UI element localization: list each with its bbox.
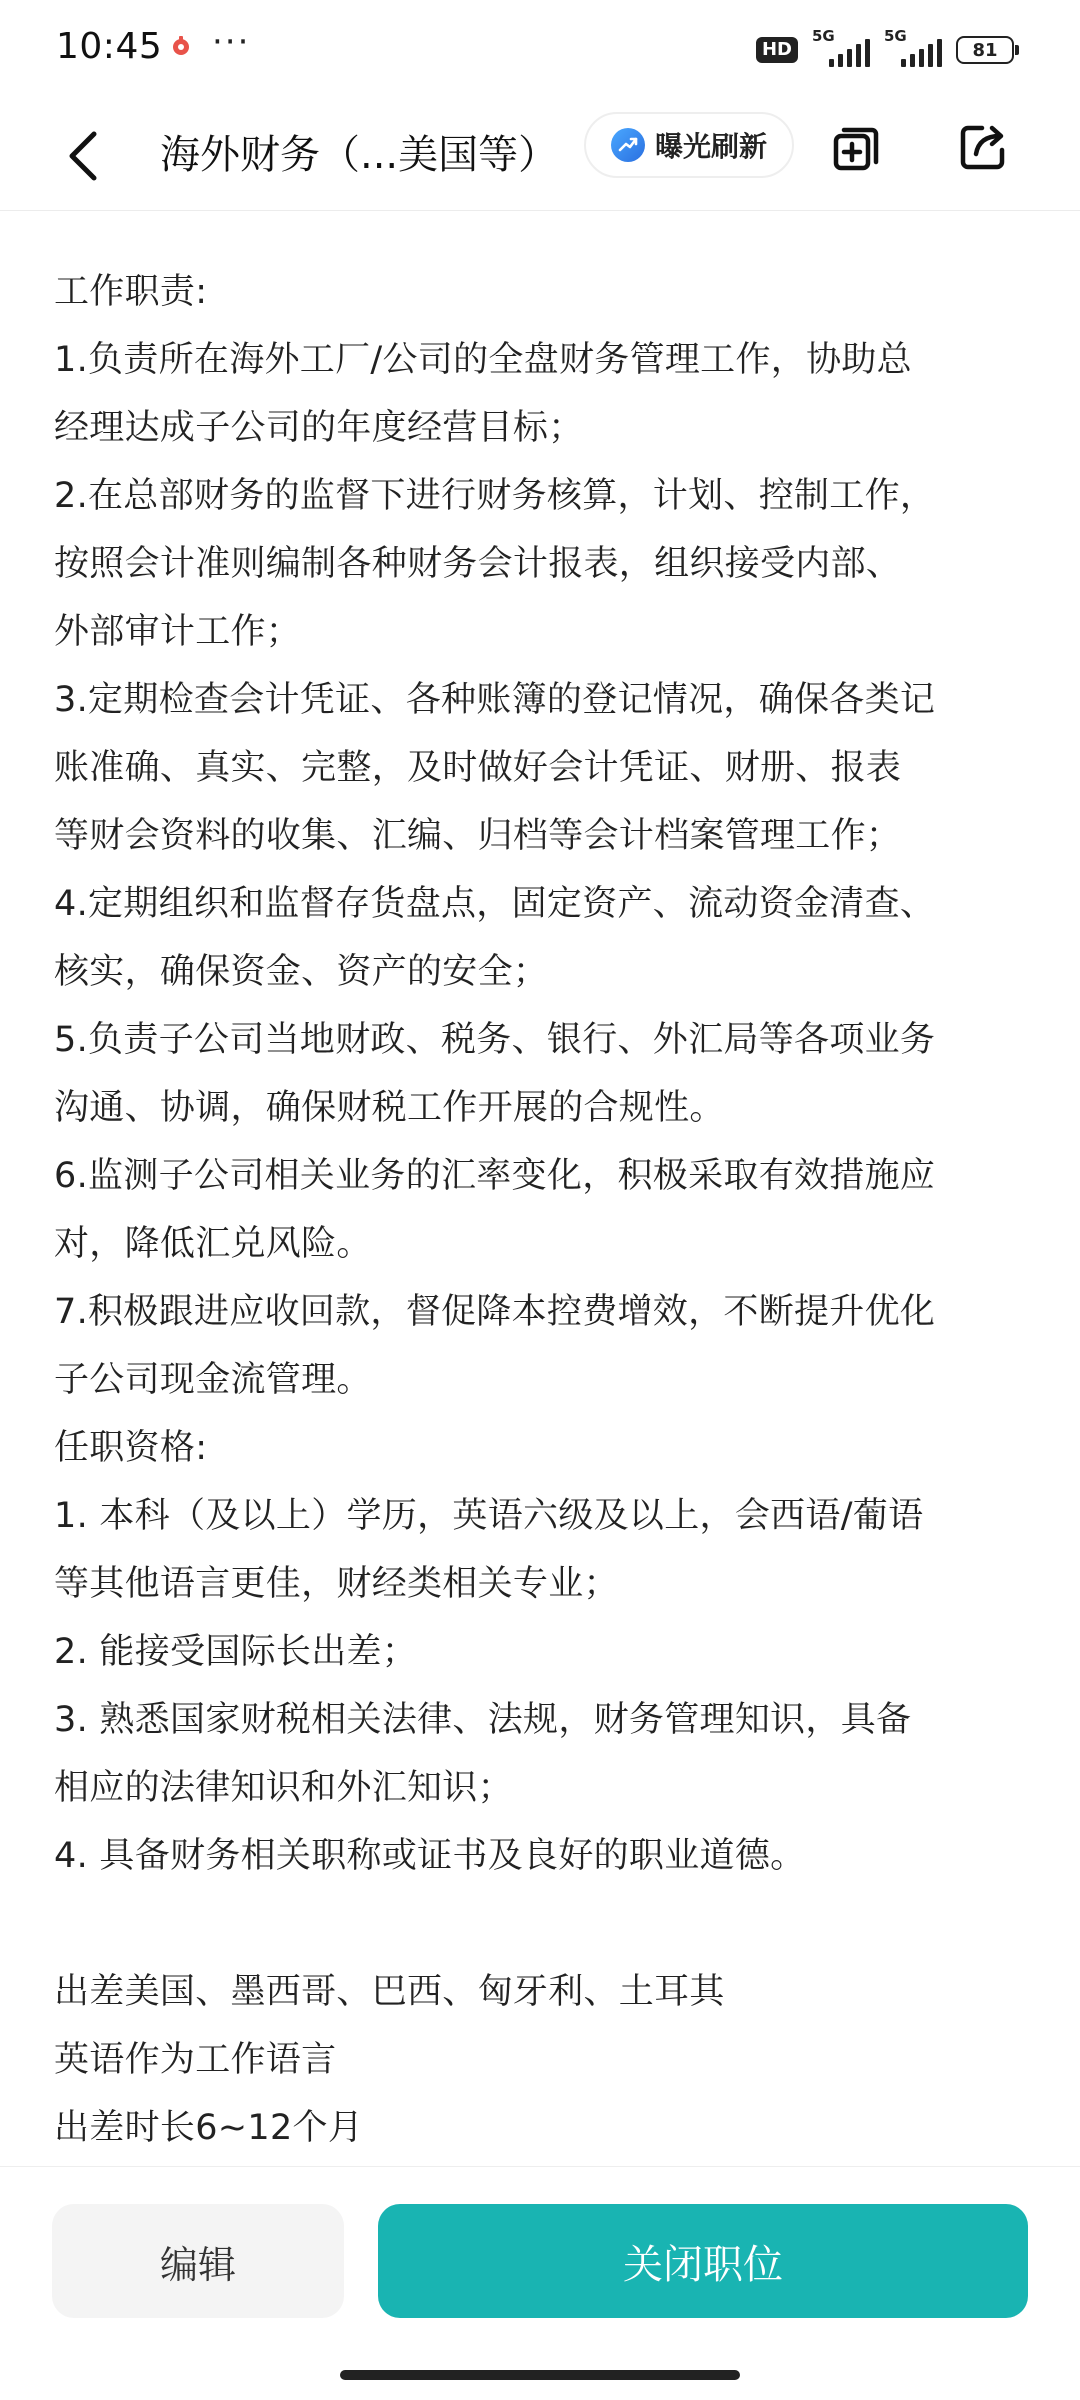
bottom-divider [0,2166,1080,2167]
description-line: 4. 具备财务相关职称或证书及良好的职业道德。 [54,1836,806,1876]
description-line: 5.负责子公司当地财政、税务、银行、外汇局等各项业务 [54,1020,936,1060]
description-line: 2. 能接受国际长出差； [54,1632,418,1672]
description-line: 核实，确保资金、资产的安全； [54,952,549,992]
copy-add-icon[interactable] [830,120,884,174]
battery-level: 81 [972,39,998,61]
blank-line [54,1890,1034,1958]
description-line: 等其他语言更佳，财经类相关专业； [54,1564,619,1604]
home-indicator[interactable] [340,2370,740,2380]
page-title: 海外财务（...美国等） [160,132,559,178]
description-line: 等财会资料的收集、汇编、归档等会计档案管理工作； [54,816,902,856]
description-line: 账准确、真实、完整，及时做好会计凭证、财册、报表 [54,748,902,788]
description-line: 子公司现金流管理。 [54,1360,372,1400]
close-position-button[interactable]: 关闭职位 [378,2204,1028,2318]
status-indicators [756,27,1014,70]
description-line: 3.定期检查会计凭证、各种账簿的登记情况，确保各类记 [54,680,936,720]
status-bar [0,0,1080,100]
more-notifications-icon: ··· [212,22,251,62]
description-line: 2.在总部财务的监督下进行财务核算，计划、控制工作， [54,476,936,516]
description-line: 外部审计工作； [54,612,302,652]
description-line: 1.负责所在海外工厂/公司的全盘财务管理工作，协助总 [54,340,912,380]
status-time: 10:45 [56,26,163,67]
description-line: 出差时长6~12个月 [54,2108,364,2148]
description-line: 相应的法律知识和外汇知识； [54,1768,513,1808]
description-line: 沟通、协调，确保财税工作开展的合规性。 [54,1088,725,1128]
description-line: 6.监测子公司相关业务的汇率变化，积极采取有效措施应 [54,1156,936,1196]
share-icon[interactable] [956,120,1010,174]
description-line: 3. 熟悉国家财税相关法律、法规，财务管理知识，具备 [54,1700,912,1740]
description-line: 对，降低汇兑风险。 [54,1224,372,1264]
hd-voice-icon: HD [756,37,798,63]
network-type-label: 5G [812,27,835,45]
description-line: 任职资格: [54,1428,208,1468]
job-description [54,258,1034,2162]
description-line: 按照会计准则编制各种财务会计报表，组织接受内部、 [54,544,902,584]
signal-strength-icon [884,27,942,67]
network-type-label: 5G [884,27,907,45]
trend-chart-icon [611,128,645,162]
description-line: 1. 本科（及以上）学历，英语六级及以上，会西语/葡语 [54,1496,924,1536]
notification-app-icon [170,35,192,57]
description-line: 出差美国、墨西哥、巴西、匈牙利、土耳其 [54,1972,725,2012]
description-line: 4.定期组织和监督存货盘点，固定资产、流动资金清查、 [54,884,936,924]
signal-strength-icon [812,27,870,67]
battery-icon [956,36,1014,64]
description-line: 工作职责: [54,272,208,312]
exposure-refresh-label: 曝光刷新 [654,130,767,163]
back-arrow-icon[interactable] [62,128,106,184]
description-line: 英语作为工作语言 [54,2040,337,2080]
description-line: 7.积极跟进应收回款，督促降本控费增效，不断提升优化 [54,1292,936,1332]
exposure-refresh-button[interactable] [584,112,794,178]
description-line: 经理达成子公司的年度经营目标； [54,408,584,448]
nav-bar [0,100,1080,211]
edit-button[interactable]: 编辑 [52,2204,344,2318]
